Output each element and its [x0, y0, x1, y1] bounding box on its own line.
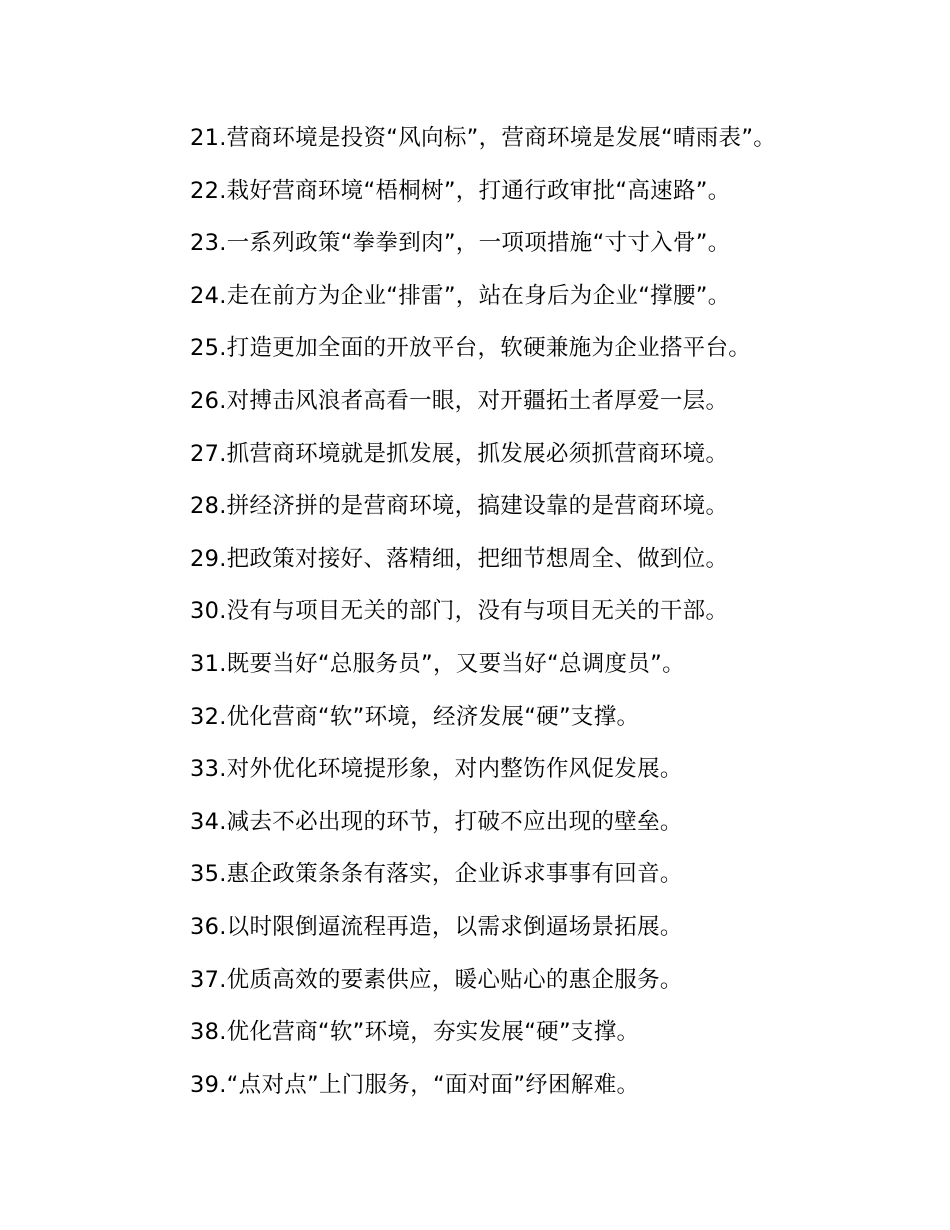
list-item: 34.减去不必出现的环节，打破不应出现的壁垒。	[190, 808, 683, 835]
list-item: 32.优化营商“软”环境，经济发展“硬”支撑。	[190, 703, 640, 730]
list-item: 28.拼经济拼的是营商环境，搞建设靠的是营商环境。	[190, 493, 729, 520]
list-item: 33.对外优化环境提形象，对内整饬作风促发展。	[190, 756, 683, 783]
list-item: 31.既要当好“总服务员”，又要当好“总调度员”。	[190, 650, 685, 677]
list-item: 30.没有与项目无关的部门，没有与项目无关的干部。	[190, 598, 729, 625]
list-item: 26.对搏击风浪者高看一眼，对开疆拓土者厚爱一层。	[190, 387, 729, 414]
list-item: 37.优质高效的要素供应，暖心贴心的惠企服务。	[190, 966, 683, 993]
slogan-list	[190, 119, 930, 1118]
list-item: 39.“点对点”上门服务，“面对面”纾困解难。	[190, 1071, 640, 1098]
list-item: 23.一系列政策“拳拳到肉”，一项项措施“寸寸入骨”。	[190, 230, 731, 257]
list-item: 22.栽好营商环境“梧桐树”，打通行政审批“高速路”。	[190, 177, 731, 204]
list-item: 38.优化营商“软”环境，夯实发展“硬”支撑。	[190, 1019, 640, 1046]
list-item: 21.营商环境是投资“风向标”，营商环境是发展“晴雨表”。	[190, 125, 777, 151]
list-item: 35.惠企政策条条有落实，企业诉求事事有回音。	[190, 861, 683, 888]
list-item: 24.走在前方为企业“排雷”，站在身后为企业“撑腰”。	[190, 282, 731, 309]
list-item: 27.抓营商环境就是抓发展，抓发展必须抓营商环境。	[190, 440, 729, 467]
list-item: 29.把政策对接好、落精细，把细节想周全、做到位。	[190, 545, 729, 572]
list-item: 36.以时限倒逼流程再造，以需求倒逼场景拓展。	[190, 913, 683, 940]
list-item: 25.打造更加全面的开放平台，软硬兼施为企业搭平台。	[190, 335, 752, 362]
